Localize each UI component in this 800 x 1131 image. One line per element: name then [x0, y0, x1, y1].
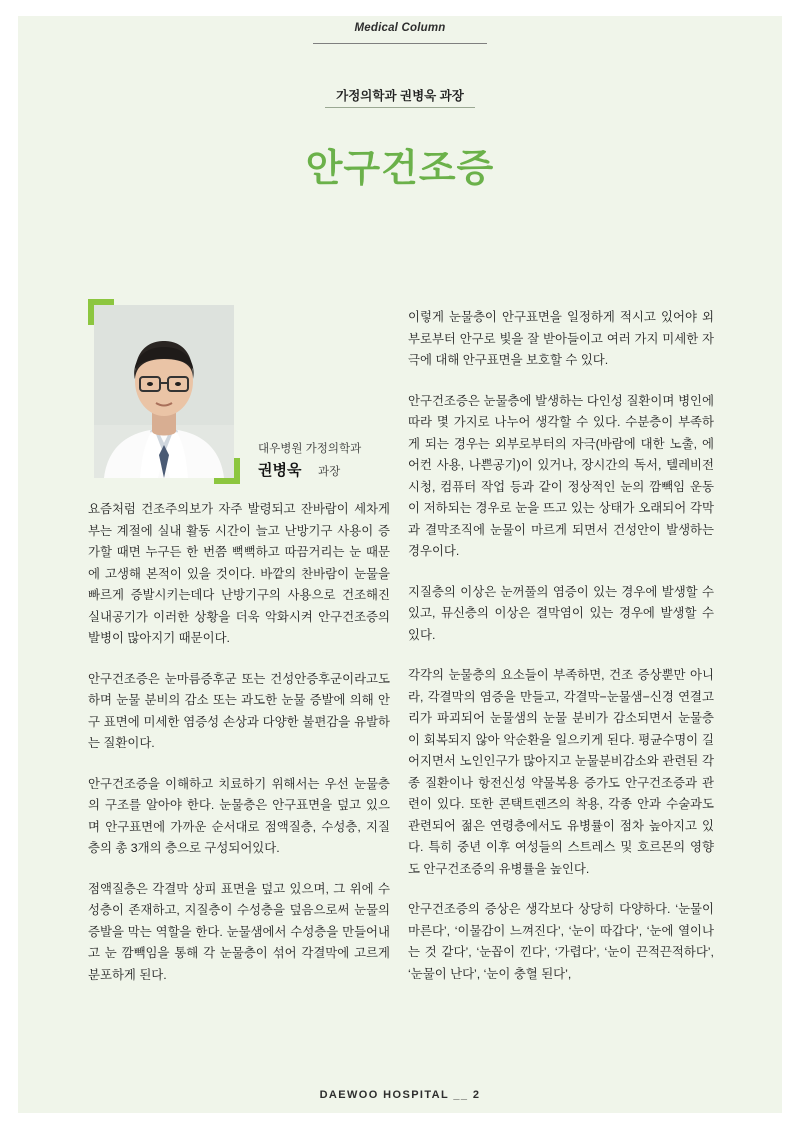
body-column-left — [88, 499, 390, 986]
paragraph: 지질층의 이상은 눈꺼풀의 염증이 있는 경우에 발생할 수 있고, 뮤신층의 이상은 결막염이 있는 경우에 발생할 수 있다. — [408, 584, 714, 642]
paragraph: 안구건조증을 이해하고 치료하기 위해서는 우선 눈물층의 구조를 알아야 한다. 눈물층은 안구표면을 덮고 있으며 안구표면에 가까운 순서대로 점액질층, 수성층, 지질층의 총 3개의 층으로 구성되어있다. — [88, 776, 390, 855]
running-head: Medical Column — [354, 22, 446, 34]
page-footer: DAEWOO HOSPITAL __ 2 — [319, 1089, 481, 1101]
author-photo-frame — [88, 299, 240, 484]
caption-author-name: 권병욱 — [258, 462, 302, 479]
caption-hospital: 대우병원 가정의학과 — [258, 443, 362, 455]
paragraph: 각각의 눈물층의 요소들이 부족하면, 건조 증상뿐만 아니라, 각결막의 염증을 만들고, 각결막−눈물샘−신경 연결고리가 파괴되어 눈물샘의 눈물 분비가 감소되면서 눈물층이 회복되지 않아 악순환을 일으키게 된다. 평균수명이 길어지면서 노인인구가 많아지고 눈물분비감소와 관련된 각종 질환이나 항전신성 약물복용 증가도 안구건조증과 관련이 있다. 또한 콘택트렌즈의 착용, 각종 안과 수술과도 관련되어 젊은 연령층에서도 유병률이 점차 높아지고 있다. 특히 중년 이후 여성들의 스트레스 및 호르몬의 영향도 안구건조증의 유병률을 높인다. — [408, 668, 714, 876]
doctor-portrait — [94, 305, 234, 478]
running-head-divider — [313, 43, 487, 44]
paragraph: 안구건조증은 눈물층에 발생하는 다인성 질환이며 병인에 따라 몇 가지로 나누어 생각할 수 있다. 수분층이 부족하게 되는 경우는 외부로부터의 자극(바람에 대한 노출, 에어컨 사용, 나쁜공기)이 있거나, 장시간의 독서, 텔레비전 시청, 컴퓨터 작업 등과 같이 정상적인 눈의 깜빽임 운동이 저하되는 경우로 눈을 뜨고 있는 상태가 오래되어 각막과 결막조직에 눈물이 마르게 되면서 건성안이 발생하는 경우이다. — [408, 393, 714, 558]
frame-corner-right — [234, 458, 240, 484]
paragraph: 요즘처럼 건조주의보가 자주 발령되고 잔바람이 세차게 부는 계절에 실내 활동 시간이 늘고 난방기구 사용이 증가할 때면 누구든 한 번쯤 뻑뻑하고 따끔거리는 눈 때문에 고생해 본적이 있을 것이다. 바깥의 찬바람이 눈물을 빠르게 증발시키는데다 난방기구의 사용으로 건조해진 실내공기가 이러한 상황을 더욱 악화시켜 안구건조증의 발병이 많아지기 때문이다. — [88, 502, 390, 645]
article-byline: 가정의학과 권병욱 과장 — [336, 89, 464, 103]
paragraph: 안구건조증은 눈마름증후군 또는 건성안증후군이라고도 하며 눈물 분비의 감소 또는 과도한 눈물 증발에 의해 안구 표면에 미세한 염증성 손상과 다양한 불편감을 유발하는 질환이다. — [88, 671, 390, 750]
paragraph: 안구건조증의 증상은 생각보다 상당히 다양하다. ‘눈물이 마른다’, ‘이물감이 느껴진다’, ‘눈이 따갑다’, ‘눈에 열이나는 것 같다’, ‘눈꼽이 낀다’, ‘가렵다’, ‘눈이 끈적끈적하다’, ‘눈물이 난다’, ‘눈이 충혈 된다’, — [408, 902, 714, 981]
byline-divider — [325, 107, 475, 108]
article-title: 안구건조증 — [305, 148, 495, 190]
paragraph: 이렇게 눈물층이 안구표면을 일정하게 적시고 있어야 외부로부터 안구로 빛을 잘 받아들이고 여러 가지 미세한 자극에 대해 안구표면을 보호할 수 있다. — [408, 310, 714, 367]
paragraph: 점액질층은 각결막 상피 표면을 덮고 있으며, 그 위에 수성층이 존재하고, 지질층이 수성층을 덮음으로써 눈물의 증발을 막는 역할을 한다. 눈물샘에서 수성층을 만들어내고 눈 깜빽임을 통해 각 눈물층이 섞어 각결막에 고르게 분포하게 된다. — [88, 881, 390, 982]
body-column-right — [408, 307, 714, 985]
caption-author-role: 과장 — [318, 466, 341, 478]
